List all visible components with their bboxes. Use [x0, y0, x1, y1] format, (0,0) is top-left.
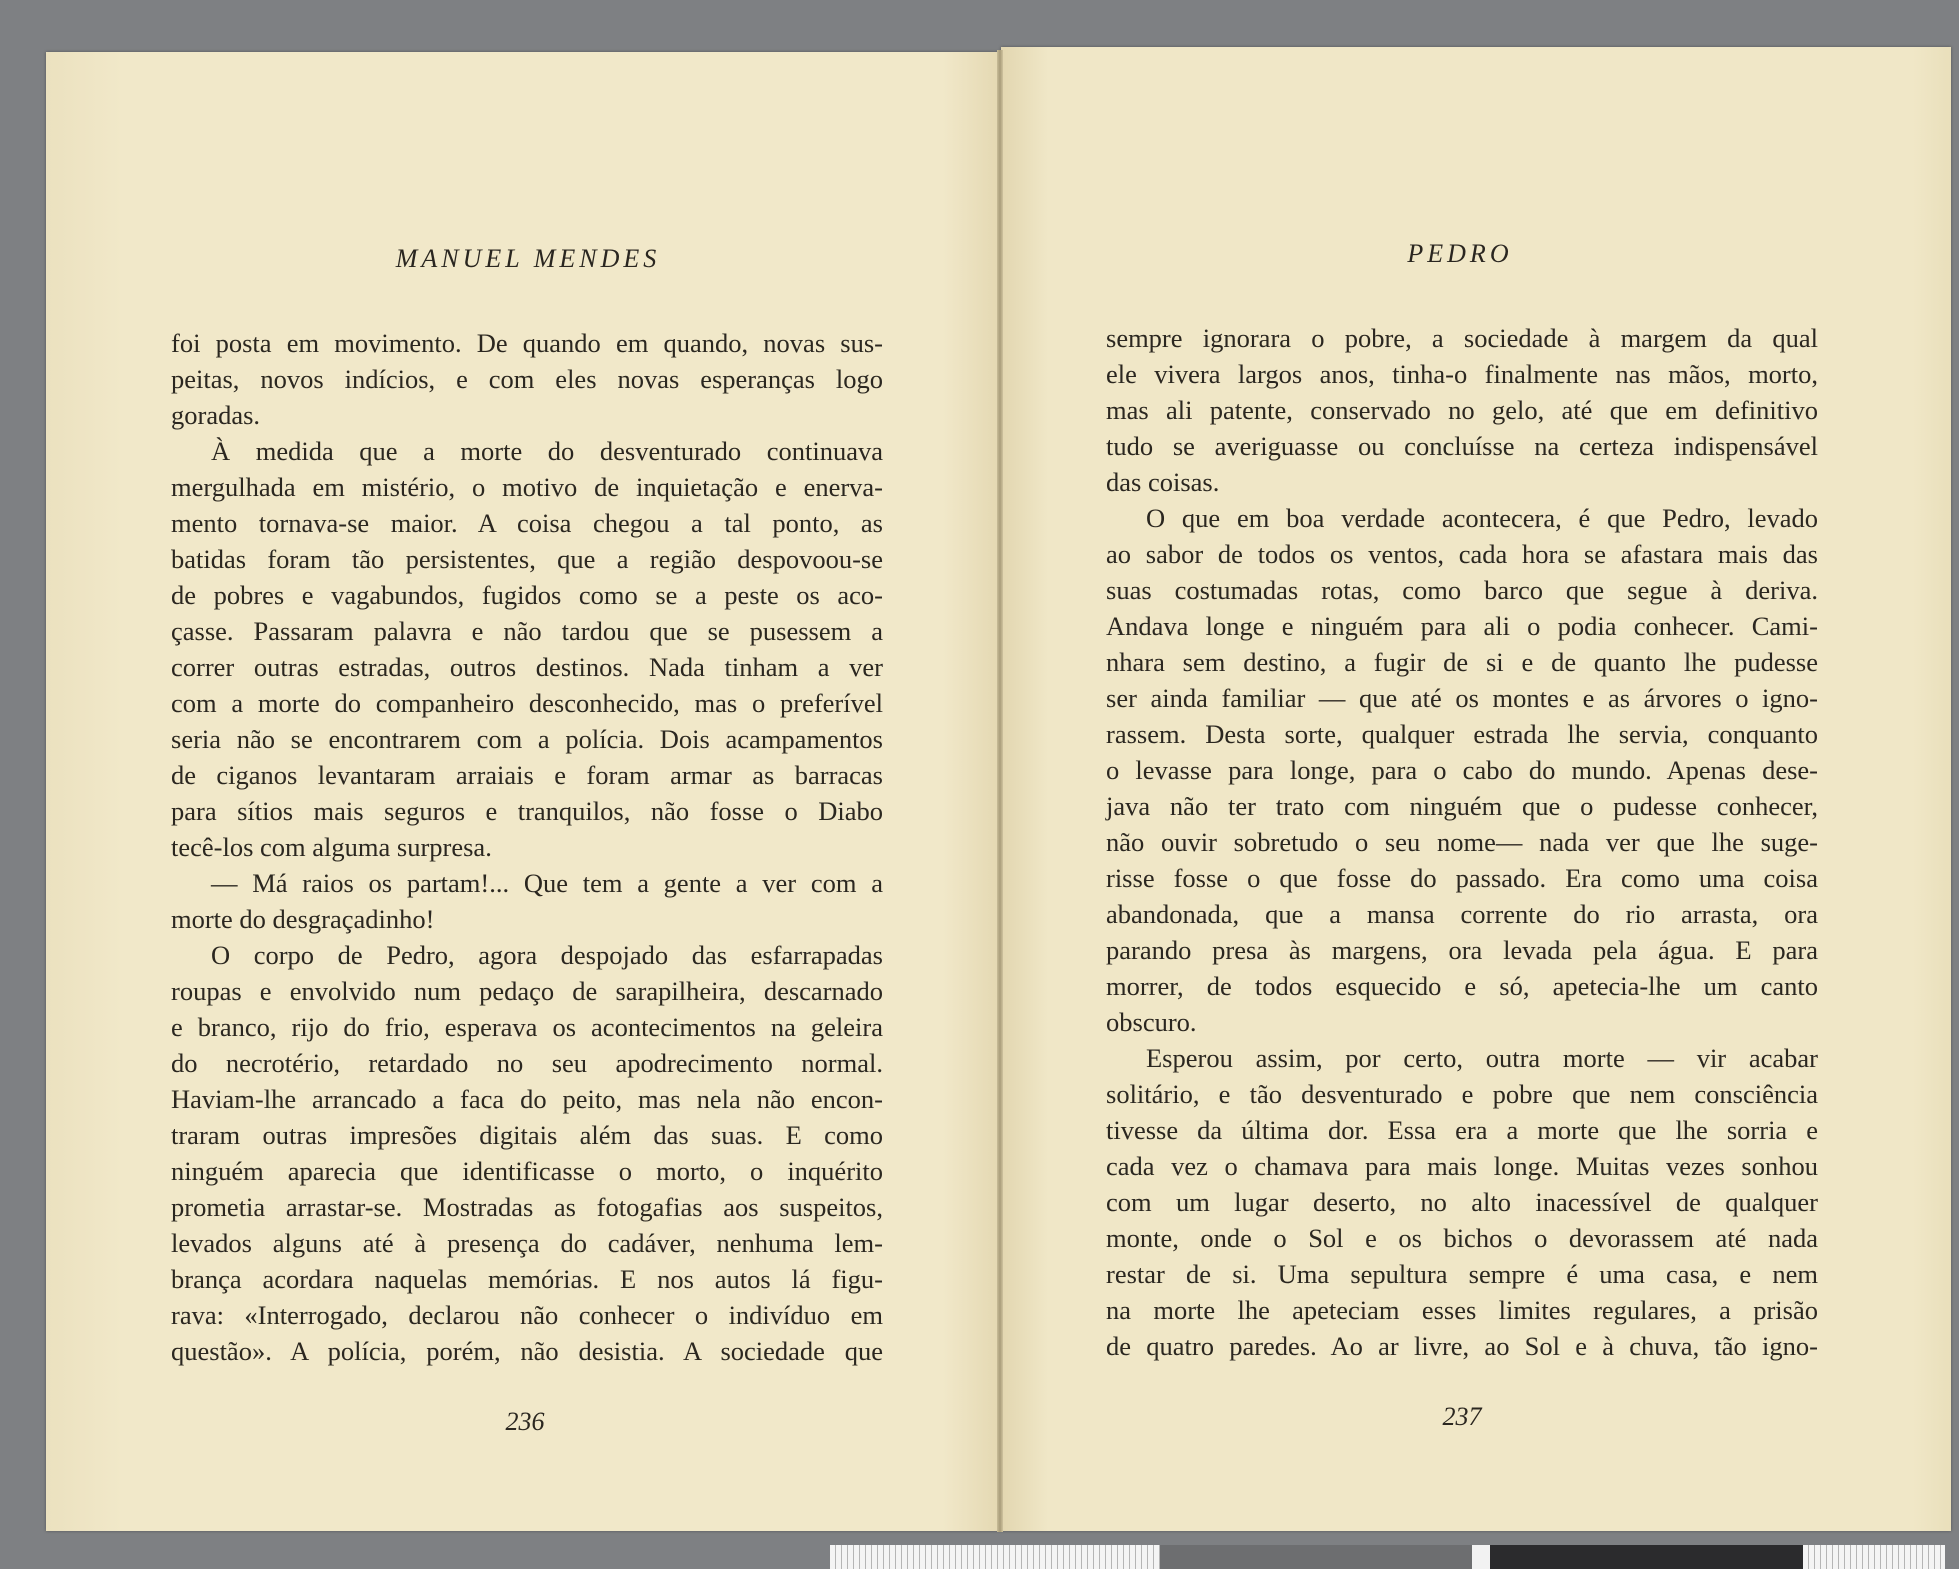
text-line: de ciganos levantaram arraiais e foram armar as barracas	[171, 760, 883, 790]
text-line: O que em boa verdade acontecera, é que Pedro, levado	[1146, 503, 1818, 533]
text-line: tudo se averiguasse ou concluísse na certeza indispensável	[1106, 431, 1818, 461]
text-line: e branco, rijo do frio, esperava os acontecimentos na geleira	[171, 1012, 883, 1042]
text-line: levados alguns até à presença do cadáver, nenhuma lem-	[171, 1228, 883, 1258]
text-line: batidas foram tão persistentes, que a região despovoou-se	[171, 544, 883, 574]
text-line: tivesse da última dor. Essa era a morte que lhe sorria e	[1106, 1115, 1818, 1145]
text-line: de quatro paredes. Ao ar livre, ao Sol e à chuva, tão igno-	[1106, 1331, 1818, 1361]
color-patch-white	[1472, 1545, 1490, 1569]
left-page	[46, 52, 1000, 1531]
running-header-author: MANUEL MENDES	[395, 244, 661, 273]
color-patch-gray	[1160, 1545, 1472, 1569]
text-line: parando presa às margens, ora levada pela água. E para	[1106, 935, 1818, 965]
text-line: na morte lhe apeteciam esses limites regulares, a prisão	[1106, 1295, 1818, 1325]
text-line: suas costumadas rotas, como barco que segue à deriva.	[1106, 575, 1818, 605]
text-line: brança acordara naquelas memórias. E nos autos lá figu-	[171, 1264, 883, 1294]
text-line: foi posta em movimento. De quando em quando, novas sus-	[171, 328, 883, 358]
text-line: Andava longe e ninguém para ali o podia conhecer. Cami-	[1106, 611, 1818, 641]
right-page	[1001, 47, 1951, 1531]
text-line: obscuro.	[1106, 1007, 1197, 1037]
text-line: para sítios mais seguros e tranquilos, não fosse o Diabo	[171, 796, 883, 826]
text-line: nhara sem destino, a fugir de si e de quanto lhe pudesse	[1106, 647, 1818, 677]
text-line: ao sabor de todos os ventos, cada hora se afastara mais das	[1106, 539, 1818, 569]
text-line: tecê-los com alguma surpresa.	[171, 832, 492, 862]
text-line: çasse. Passaram palavra e não tardou que se pusessem a	[171, 616, 883, 646]
text-line: — Má raios os partam!... Que tem a gente a ver com a	[211, 868, 883, 898]
text-line: morte do desgraçadinho!	[171, 904, 435, 934]
text-line: goradas.	[171, 400, 261, 430]
text-line: correr outras estradas, outros destinos. Nada tinham a ver	[171, 652, 883, 682]
text-line: do necrotério, retardado no seu apodrecimento normal.	[171, 1048, 883, 1078]
page-number-right: 237	[1442, 1402, 1482, 1431]
text-line: À medida que a morte do desventurado continuava	[211, 436, 883, 466]
text-line: ser ainda familiar — que até os montes e as árvores o igno-	[1106, 683, 1818, 713]
scale-ruler-white-right	[1803, 1545, 1945, 1569]
text-line: de pobres e vagabundos, fugidos como se a peste os aco-	[171, 580, 883, 610]
text-line: O corpo de Pedro, agora despojado das esfarrapadas	[211, 940, 883, 970]
text-line: mas ali patente, conservado no gelo, até que em definitivo	[1106, 395, 1818, 425]
text-line: peitas, novos indícios, e com eles novas esperanças logo	[171, 364, 883, 394]
text-line: mento tornava-se maior. A coisa chegou a tal ponto, as	[171, 508, 883, 538]
text-line: ninguém aparecia que identificasse o morto, o inquérito	[171, 1156, 883, 1186]
text-line: prometia arrastar-se. Mostradas as fotogafias aos suspeitos,	[171, 1192, 883, 1222]
text-line: Esperou assim, por certo, outra morte — vir acabar	[1146, 1043, 1818, 1073]
text-line: ele vivera largos anos, tinha-o finalmente nas mãos, morto,	[1106, 359, 1818, 389]
text-line: mergulhada em mistério, o motivo de inquietação e enerva-	[171, 472, 883, 502]
text-line: rassem. Desta sorte, qualquer estrada lhe servia, conquanto	[1106, 719, 1818, 749]
body-text-left	[171, 325, 883, 1369]
text-line: não ouvir sobretudo o seu nome— nada ver que lhe suge-	[1106, 827, 1818, 857]
text-line: abandonada, que a mansa corrente do rio arrasta, ora	[1106, 899, 1818, 929]
text-line: morrer, de todos esquecido e só, apetecia-lhe um canto	[1106, 971, 1818, 1001]
body-text-right	[1106, 320, 1818, 1364]
text-line: cada vez o chamava para mais longe. Muitas vezes sonhou	[1106, 1151, 1818, 1181]
text-line: com a morte do companheiro desconhecido, mas o preferível	[171, 688, 883, 718]
text-line: Haviam-lhe arrancado a faca do peito, mas nela não encon-	[171, 1084, 883, 1114]
text-line: rava: «Interrogado, declarou não conhecer o indivíduo em	[171, 1300, 883, 1330]
page-number-left: 236	[505, 1407, 545, 1436]
text-line: java não ter trato com ninguém que o pudesse conhecer,	[1106, 791, 1818, 821]
text-line: roupas e envolvido num pedaço de sarapilheira, descarnado	[171, 976, 883, 1006]
text-line: monte, onde o Sol e os bichos o devorassem até nada	[1106, 1223, 1818, 1253]
text-line: das coisas.	[1106, 467, 1220, 497]
scale-ruler-white	[830, 1545, 1160, 1569]
text-line: questão». A polícia, porém, não desistia. A sociedade que	[171, 1336, 883, 1366]
text-line: o levasse para longe, para o cabo do mundo. Apenas dese-	[1106, 755, 1818, 785]
text-line: sempre ignorara o pobre, a sociedade à margem da qual	[1106, 323, 1818, 353]
text-line: restar de si. Uma sepultura sempre é uma casa, e nem	[1106, 1259, 1818, 1289]
text-line: solitário, e tão desventurado e pobre que nem consciência	[1106, 1079, 1818, 1109]
text-line: com um lugar deserto, no alto inacessível de qualquer	[1106, 1187, 1818, 1217]
book-spine	[997, 50, 1003, 1532]
running-header-title: PEDRO	[1407, 239, 1513, 268]
text-line: seria não se encontrarem com a polícia. Dois acampamentos	[171, 724, 883, 754]
color-patch-black	[1490, 1545, 1803, 1569]
text-line: risse fosse o que fosse do passado. Era como uma coisa	[1106, 863, 1818, 893]
text-line: traram outras impresões digitais além das suas. E como	[171, 1120, 883, 1150]
